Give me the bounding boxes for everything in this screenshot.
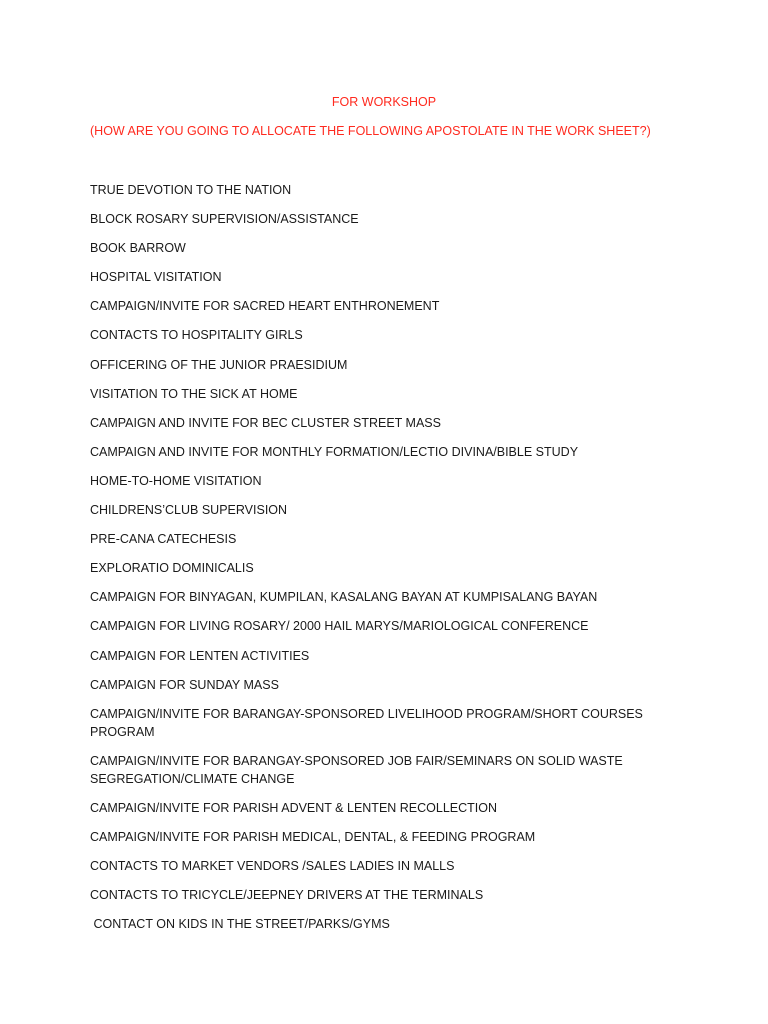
document-subtitle: (HOW ARE YOU GOING TO ALLOCATE THE FOLLOWING APOSTOLATE IN THE WORK SHEET?) <box>90 124 651 138</box>
list-item: BLOCK ROSARY SUPERVISION/ASSISTANCE <box>90 212 359 227</box>
document-title: FOR WORKSHOP <box>331 95 437 109</box>
list-item: HOSPITAL VISITATION <box>90 270 222 285</box>
list-item: CAMPAIGN/INVITE FOR BARANGAY-SPONSORED LIVELIHOOD PROGRAM/SHORT COURSES PROGRAM <box>90 706 647 739</box>
list-item: CAMPAIGN/INVITE FOR PARISH ADVENT & LENTEN RECOLLECTION <box>90 800 498 815</box>
list-item: VISITATION TO THE SICK AT HOME <box>90 386 298 401</box>
list-item: CHILDRENS’CLUB SUPERVISION <box>90 503 288 518</box>
apostolate-list <box>90 181 710 944</box>
list-item: PRE-CANA CATECHESIS <box>90 532 237 547</box>
list-item: CAMPAIGN FOR BINYAGAN, KUMPILAN, KASALANG BAYAN AT KUMPISALANG BAYAN <box>90 590 598 605</box>
list-item: CAMPAIGN FOR LIVING ROSARY/ 2000 HAIL MARYS/MARIOLOGICAL CONFERENCE <box>90 619 589 634</box>
list-item: CONTACTS TO HOSPITALITY GIRLS <box>90 328 303 343</box>
list-item: CAMPAIGN/INVITE FOR BARANGAY-SPONSORED JOB FAIR/SEMINARS ON SOLID WASTE SEGREGATION/CLIMATE CHANGE <box>90 753 627 786</box>
list-item: CONTACTS TO TRICYCLE/JEEPNEY DRIVERS AT THE TERMINALS <box>90 888 484 903</box>
list-item: CONTACTS TO MARKET VENDORS /SALES LADIES IN MALLS <box>90 859 455 874</box>
list-item: CAMPAIGN FOR LENTEN ACTIVITIES <box>90 648 310 663</box>
list-item: CAMPAIGN AND INVITE FOR BEC CLUSTER STREET MASS <box>90 415 441 430</box>
list-item: TRUE DEVOTION TO THE NATION <box>90 183 292 197</box>
list-item: CAMPAIGN FOR SUNDAY MASS <box>90 677 279 692</box>
list-item: CAMPAIGN/INVITE FOR SACRED HEART ENTHRONEMENT <box>90 299 440 314</box>
list-item: CAMPAIGN/INVITE FOR PARISH MEDICAL, DENTAL, & FEEDING PROGRAM <box>90 829 536 844</box>
list-item: CONTACT ON KIDS IN THE STREET/PARKS/GYMS <box>90 917 390 932</box>
list-item: EXPLORATIO DOMINICALIS <box>90 561 254 576</box>
list-item: HOME-TO-HOME VISITATION <box>90 473 262 488</box>
list-item: CAMPAIGN AND INVITE FOR MONTHLY FORMATION/LECTIO DIVINA/BIBLE STUDY <box>90 444 579 459</box>
list-item: BOOK BARROW <box>90 241 186 256</box>
list-item: OFFICERING OF THE JUNIOR PRAESIDIUM <box>90 357 348 372</box>
